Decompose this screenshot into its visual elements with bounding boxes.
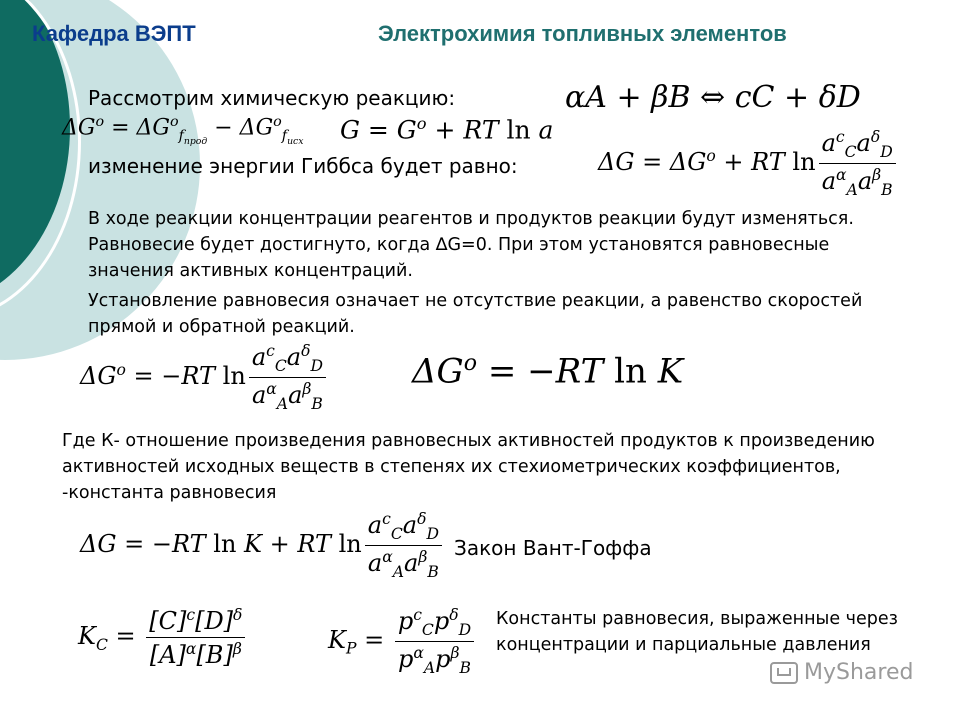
header-title: Электрохимия топливных элементов — [378, 21, 787, 46]
formula-delta-g0-ratio: $\Delta G^o = -RT$ ln $\frac{a^c_Ca^\delta_D}{a^\alpha_Aa^\beta_B}$ — [80, 342, 329, 413]
formula-delta-g: $\Delta G = \Delta G^o$ + RT ln $\frac{a^c_Ca^\delta_D}{a^\alpha_Aa^\beta_B}$ — [598, 128, 899, 199]
formula-delta-g0-k: $\Delta G^o = -RT$ ln K — [412, 350, 684, 392]
text-consider: Рассмотрим химическую реакцию: — [88, 86, 456, 110]
header-department: Кафедра ВЭПТ — [32, 21, 196, 46]
presentation-icon — [770, 662, 798, 684]
formula-g: $G = G^o$ + RT ln a — [340, 114, 554, 145]
text-gibbs-change: изменение энергии Гиббса будет равно: — [88, 154, 518, 178]
formula-kc: $K_C$ = $\frac{[C]^c[D]^\delta}{[A]^\alpha[B]^\beta}$ — [78, 606, 248, 669]
formula-delta-g-standard: $\Delta G^o = \Delta G^o_{f_{прод}} - \Delta G^o_{f_{исх}}$ — [62, 114, 304, 147]
formula-reaction: αA + βB ⇔ cC + δD — [565, 80, 861, 115]
text-equilibrium-means: Установление равновесия означает не отсутствие реакции, а равенство скоростей прямой и обратной реакций. — [88, 291, 863, 337]
formula-vant-hoff: ΔG = −RT ln K + RT ln $\frac{a^c_Ca^\delta_D}{a^\alpha_Aa^\beta_B}$ — [80, 510, 445, 581]
text-where-k: Где К- отношение произведения равновесных активностей продуктов к произведению активностей исходных веществ в степенях их стехиометрических коэффициентов, -константа равновесия — [62, 431, 875, 503]
text-constants: Константы равновесия, выраженные через концентрации и парциальные давления — [496, 609, 898, 655]
text-vant-hoff: Закон Вант-Гоффа — [454, 536, 652, 560]
watermark — [770, 660, 913, 685]
watermark-text: MyShared — [804, 660, 914, 685]
text-during-reaction: В ходе реакции концентрации реагентов и продуктов реакции будут изменяться. Равновесие будет достигнуто, когда ∆G=0. При этом установятся равновесные значения активных концентраций. — [88, 209, 854, 281]
formula-kp: $K_P$ = $\frac{p^c_Cp^\delta_D}{p^\alpha_Ap^\beta_B}$ — [328, 606, 477, 677]
